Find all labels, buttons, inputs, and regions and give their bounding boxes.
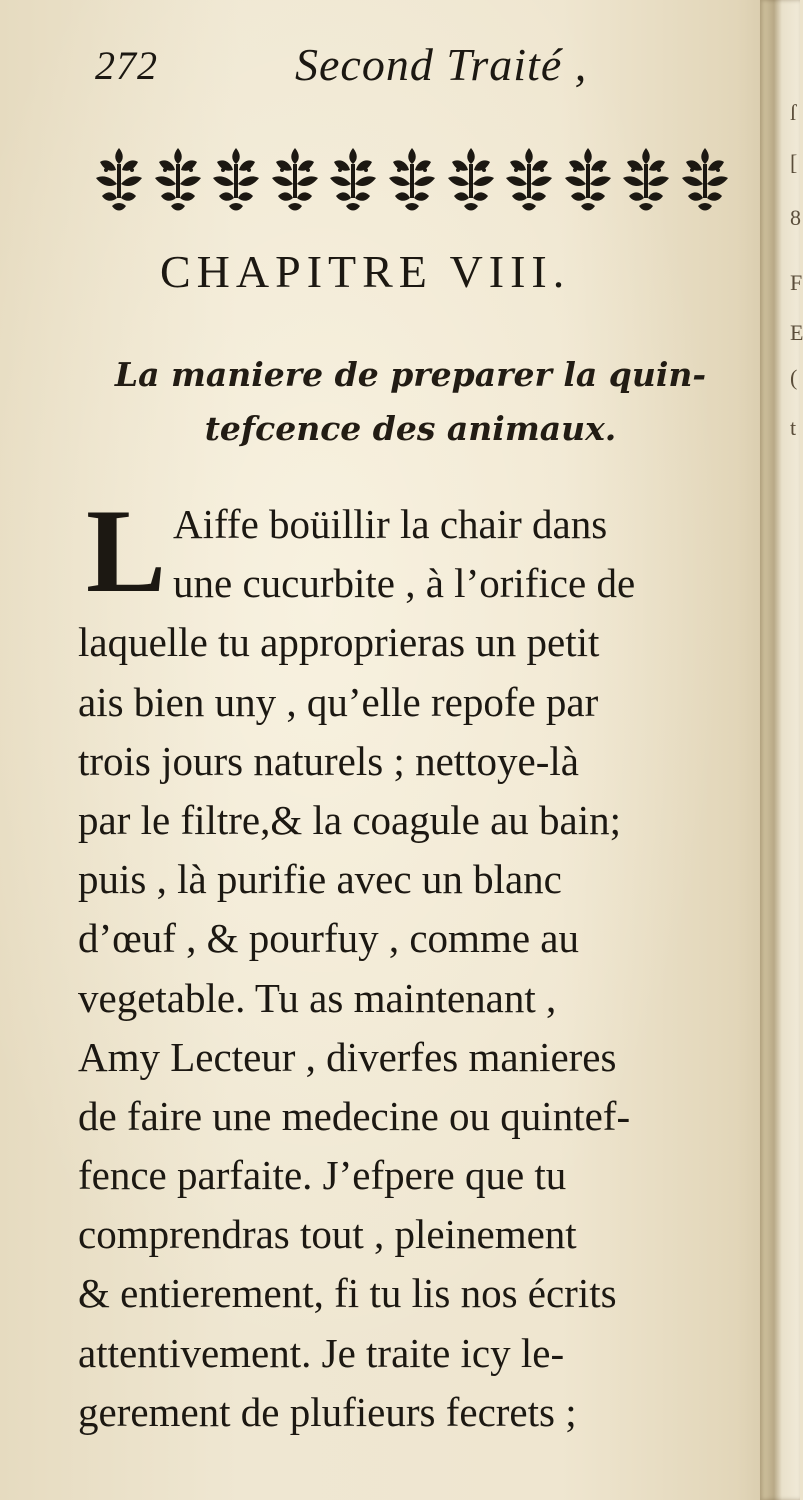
subtitle-line: La maniere de preparer la quin- xyxy=(114,355,707,394)
chapter-subtitle xyxy=(88,348,733,456)
text-line: trois jours naturels ; nettoye-là xyxy=(78,737,579,784)
text-line: ais bien uny , qu’elle repofe par xyxy=(78,678,599,725)
running-head xyxy=(95,38,735,98)
text-line: comprendras tout , pleinement xyxy=(78,1211,577,1258)
fleuron-ornament-icon xyxy=(619,144,673,216)
text-line: attentivement. Je traite icy le- xyxy=(78,1329,565,1376)
text-line: d’œuf , & pourfuy , comme au xyxy=(78,915,579,962)
drop-cap: L xyxy=(86,484,167,617)
fleuron-ornament-icon xyxy=(444,144,498,216)
text-line: Aiffe boüillir la chair dans xyxy=(173,501,608,547)
next-page-fragment: F xyxy=(790,270,803,295)
text-line: laquelle tu approprieras un petit xyxy=(78,619,600,666)
text-line: puis , là purifie avec un blanc xyxy=(78,856,562,903)
fleuron-ornament-band xyxy=(92,140,732,220)
text-line: par le filtre,& la coagule au bain; xyxy=(78,796,622,843)
text-line: vegetable. Tu as maintenant , xyxy=(78,974,557,1021)
fleuron-ornament-icon xyxy=(561,144,615,216)
text-line: une cucurbite , à l’orifice de xyxy=(173,560,636,607)
next-page-fragment: [ xyxy=(790,150,798,175)
text-line: & entierement, fi tu lis nos écrits xyxy=(78,1270,617,1317)
next-page-fragment: ſ xyxy=(790,100,797,125)
running-head-title: Second Traité , xyxy=(295,39,588,90)
fleuron-ornament-icon xyxy=(209,144,263,216)
next-page-fragment: E xyxy=(790,320,803,345)
page-number: 272 xyxy=(95,43,158,88)
fleuron-ornament-icon xyxy=(678,144,732,216)
fleuron-ornament-icon xyxy=(268,144,322,216)
next-page-fragment: ( xyxy=(790,365,798,390)
text-line: Amy Lecteur , diverfes manieres xyxy=(78,1033,617,1080)
fleuron-ornament-icon xyxy=(92,144,146,216)
fleuron-ornament-icon xyxy=(326,144,380,216)
fleuron-ornament-icon xyxy=(502,144,556,216)
text-line: de faire une medecine ou quintef- xyxy=(78,1092,631,1139)
subtitle-line: tefcence des animaux. xyxy=(204,409,617,448)
fleuron-ornament-icon xyxy=(151,144,205,216)
text-line: fence parfaite. J’efpere que tu xyxy=(78,1152,567,1199)
next-page-fragment: t xyxy=(790,415,797,440)
next-page-fragment: 8 xyxy=(790,205,801,230)
chapter-heading: CHAPITRE VIII. xyxy=(160,246,571,297)
fleuron-ornament-icon xyxy=(385,144,439,216)
body-text xyxy=(78,484,733,1442)
text-line: gerement de plufieurs fecrets ; xyxy=(78,1388,577,1435)
